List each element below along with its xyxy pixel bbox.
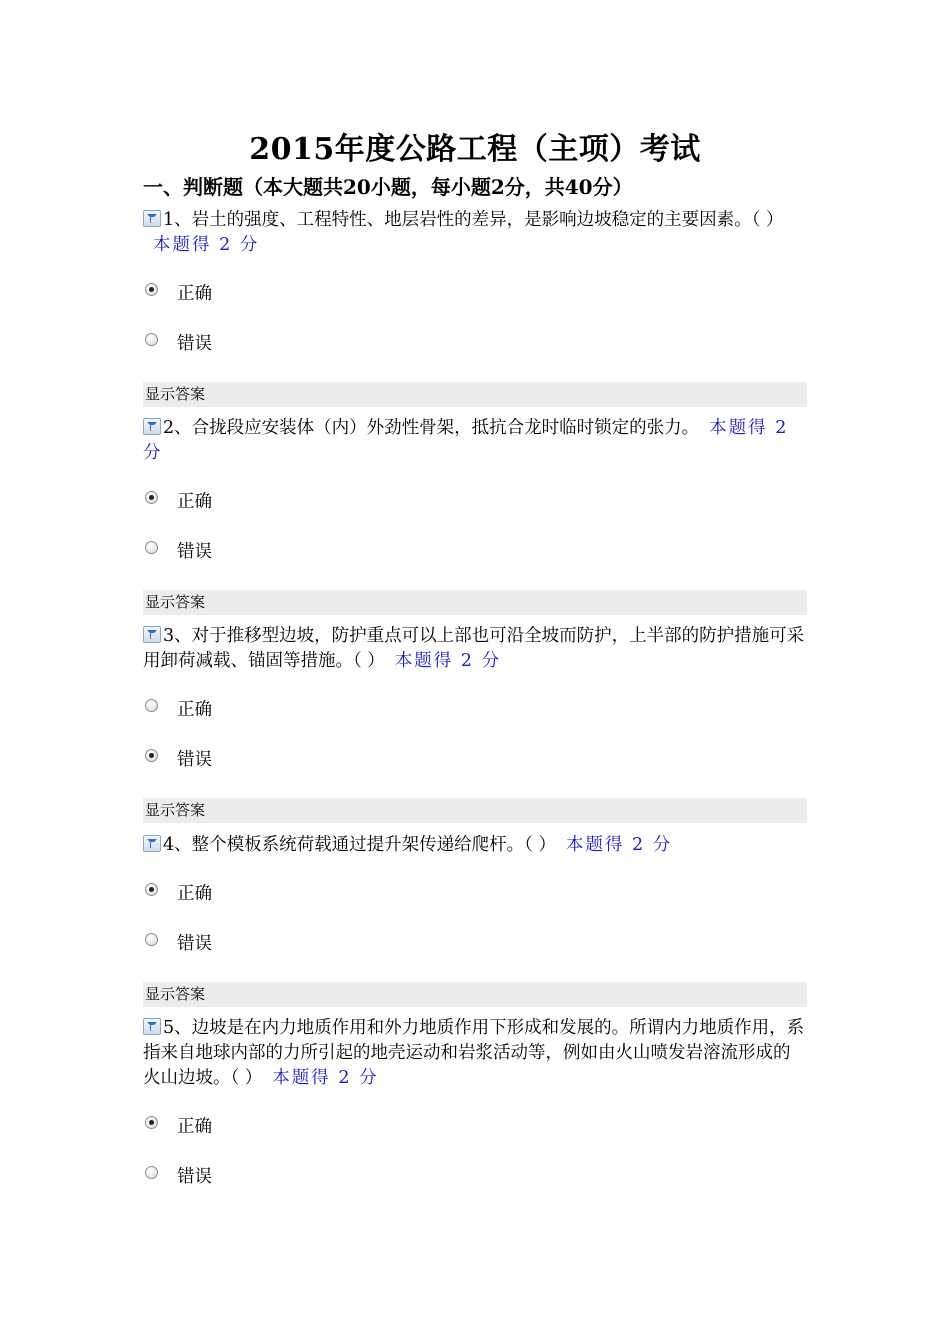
option-label: 错误 xyxy=(177,934,212,954)
section-heading: 一、判断题（本大题共20小题，每小题2分，共40分） xyxy=(143,175,633,199)
radio-button[interactable] xyxy=(145,749,158,762)
flag-icon[interactable] xyxy=(143,210,161,227)
question-1 xyxy=(143,208,807,258)
question-5 xyxy=(143,1016,807,1091)
radio-button[interactable] xyxy=(145,541,158,554)
flag-icon[interactable] xyxy=(143,1018,161,1035)
option-false[interactable] xyxy=(145,931,212,957)
flag-icon[interactable] xyxy=(143,418,161,435)
score-label: 本题得 2 分 xyxy=(272,1068,379,1088)
option-false[interactable] xyxy=(145,539,212,565)
option-label: 错误 xyxy=(177,750,212,770)
question-4 xyxy=(143,833,807,858)
option-label: 正确 xyxy=(177,284,212,304)
option-false[interactable] xyxy=(145,747,212,773)
option-true[interactable] xyxy=(145,881,212,907)
radio-button[interactable] xyxy=(145,333,158,346)
flag-icon[interactable] xyxy=(143,626,161,643)
show-answer-button[interactable]: 显示答案 xyxy=(143,798,807,823)
option-label: 错误 xyxy=(177,334,212,354)
radio-button[interactable] xyxy=(145,491,158,504)
radio-button[interactable] xyxy=(145,883,158,896)
option-true[interactable] xyxy=(145,281,212,307)
radio-button[interactable] xyxy=(145,1116,158,1129)
radio-button[interactable] xyxy=(145,283,158,296)
question-text: 2、合拢段应安装体（内）外劲性骨架，抵抗合龙时临时锁定的张力。 本题得 2 分 xyxy=(143,418,789,463)
option-label: 正确 xyxy=(177,700,212,720)
question-text: 1、岩土的强度、工程特性、地层岩性的差异，是影响边坡稳定的主要因素。（ ）本题得 2 分 xyxy=(143,208,807,258)
score-label: 本题得 2 分 xyxy=(143,418,789,463)
question-3 xyxy=(143,624,807,674)
question-text: 3、对于推移型边坡，防护重点可以上部也可沿全坡而防护，上半部的防护措施可采用卸荷减载、锚固等措施。（ ） 本题得 2 分 xyxy=(143,626,805,671)
option-label: 正确 xyxy=(177,884,212,904)
question-2 xyxy=(143,416,807,466)
score-label: 本题得 2 分 xyxy=(565,835,673,855)
show-answer-button[interactable]: 显示答案 xyxy=(143,382,807,407)
question-text: 4、整个模板系统荷载通过提升架传递给爬杆。（ ） 本题得 2 分 xyxy=(143,833,807,858)
option-label: 错误 xyxy=(177,1167,212,1187)
radio-button[interactable] xyxy=(145,699,158,712)
option-label: 正确 xyxy=(177,1117,212,1137)
radio-button[interactable] xyxy=(145,933,158,946)
option-label: 正确 xyxy=(177,492,212,512)
page-title: 2015年度公路工程（主项）考试 xyxy=(249,132,701,167)
option-true[interactable] xyxy=(145,697,212,723)
show-answer-button[interactable]: 显示答案 xyxy=(143,590,807,615)
show-answer-button[interactable]: 显示答案 xyxy=(143,982,807,1007)
question-text: 5、边坡是在内力地质作用和外力地质作用下形成和发展的。所谓内力地质作用，系指来自地球内部的力所引起的地壳运动和岩浆活动等，例如由火山喷发岩溶流形成的火山边坡。（ ） 本题得 2 分 xyxy=(143,1018,805,1088)
option-label: 错误 xyxy=(177,542,212,562)
score-label: 本题得 2 分 xyxy=(153,235,260,255)
option-false[interactable] xyxy=(145,1164,212,1190)
option-false[interactable] xyxy=(145,331,212,357)
radio-button[interactable] xyxy=(145,1166,158,1179)
score-label: 本题得 2 分 xyxy=(394,651,502,671)
option-true[interactable] xyxy=(145,489,212,515)
flag-icon[interactable] xyxy=(143,835,161,852)
option-true[interactable] xyxy=(145,1114,212,1140)
